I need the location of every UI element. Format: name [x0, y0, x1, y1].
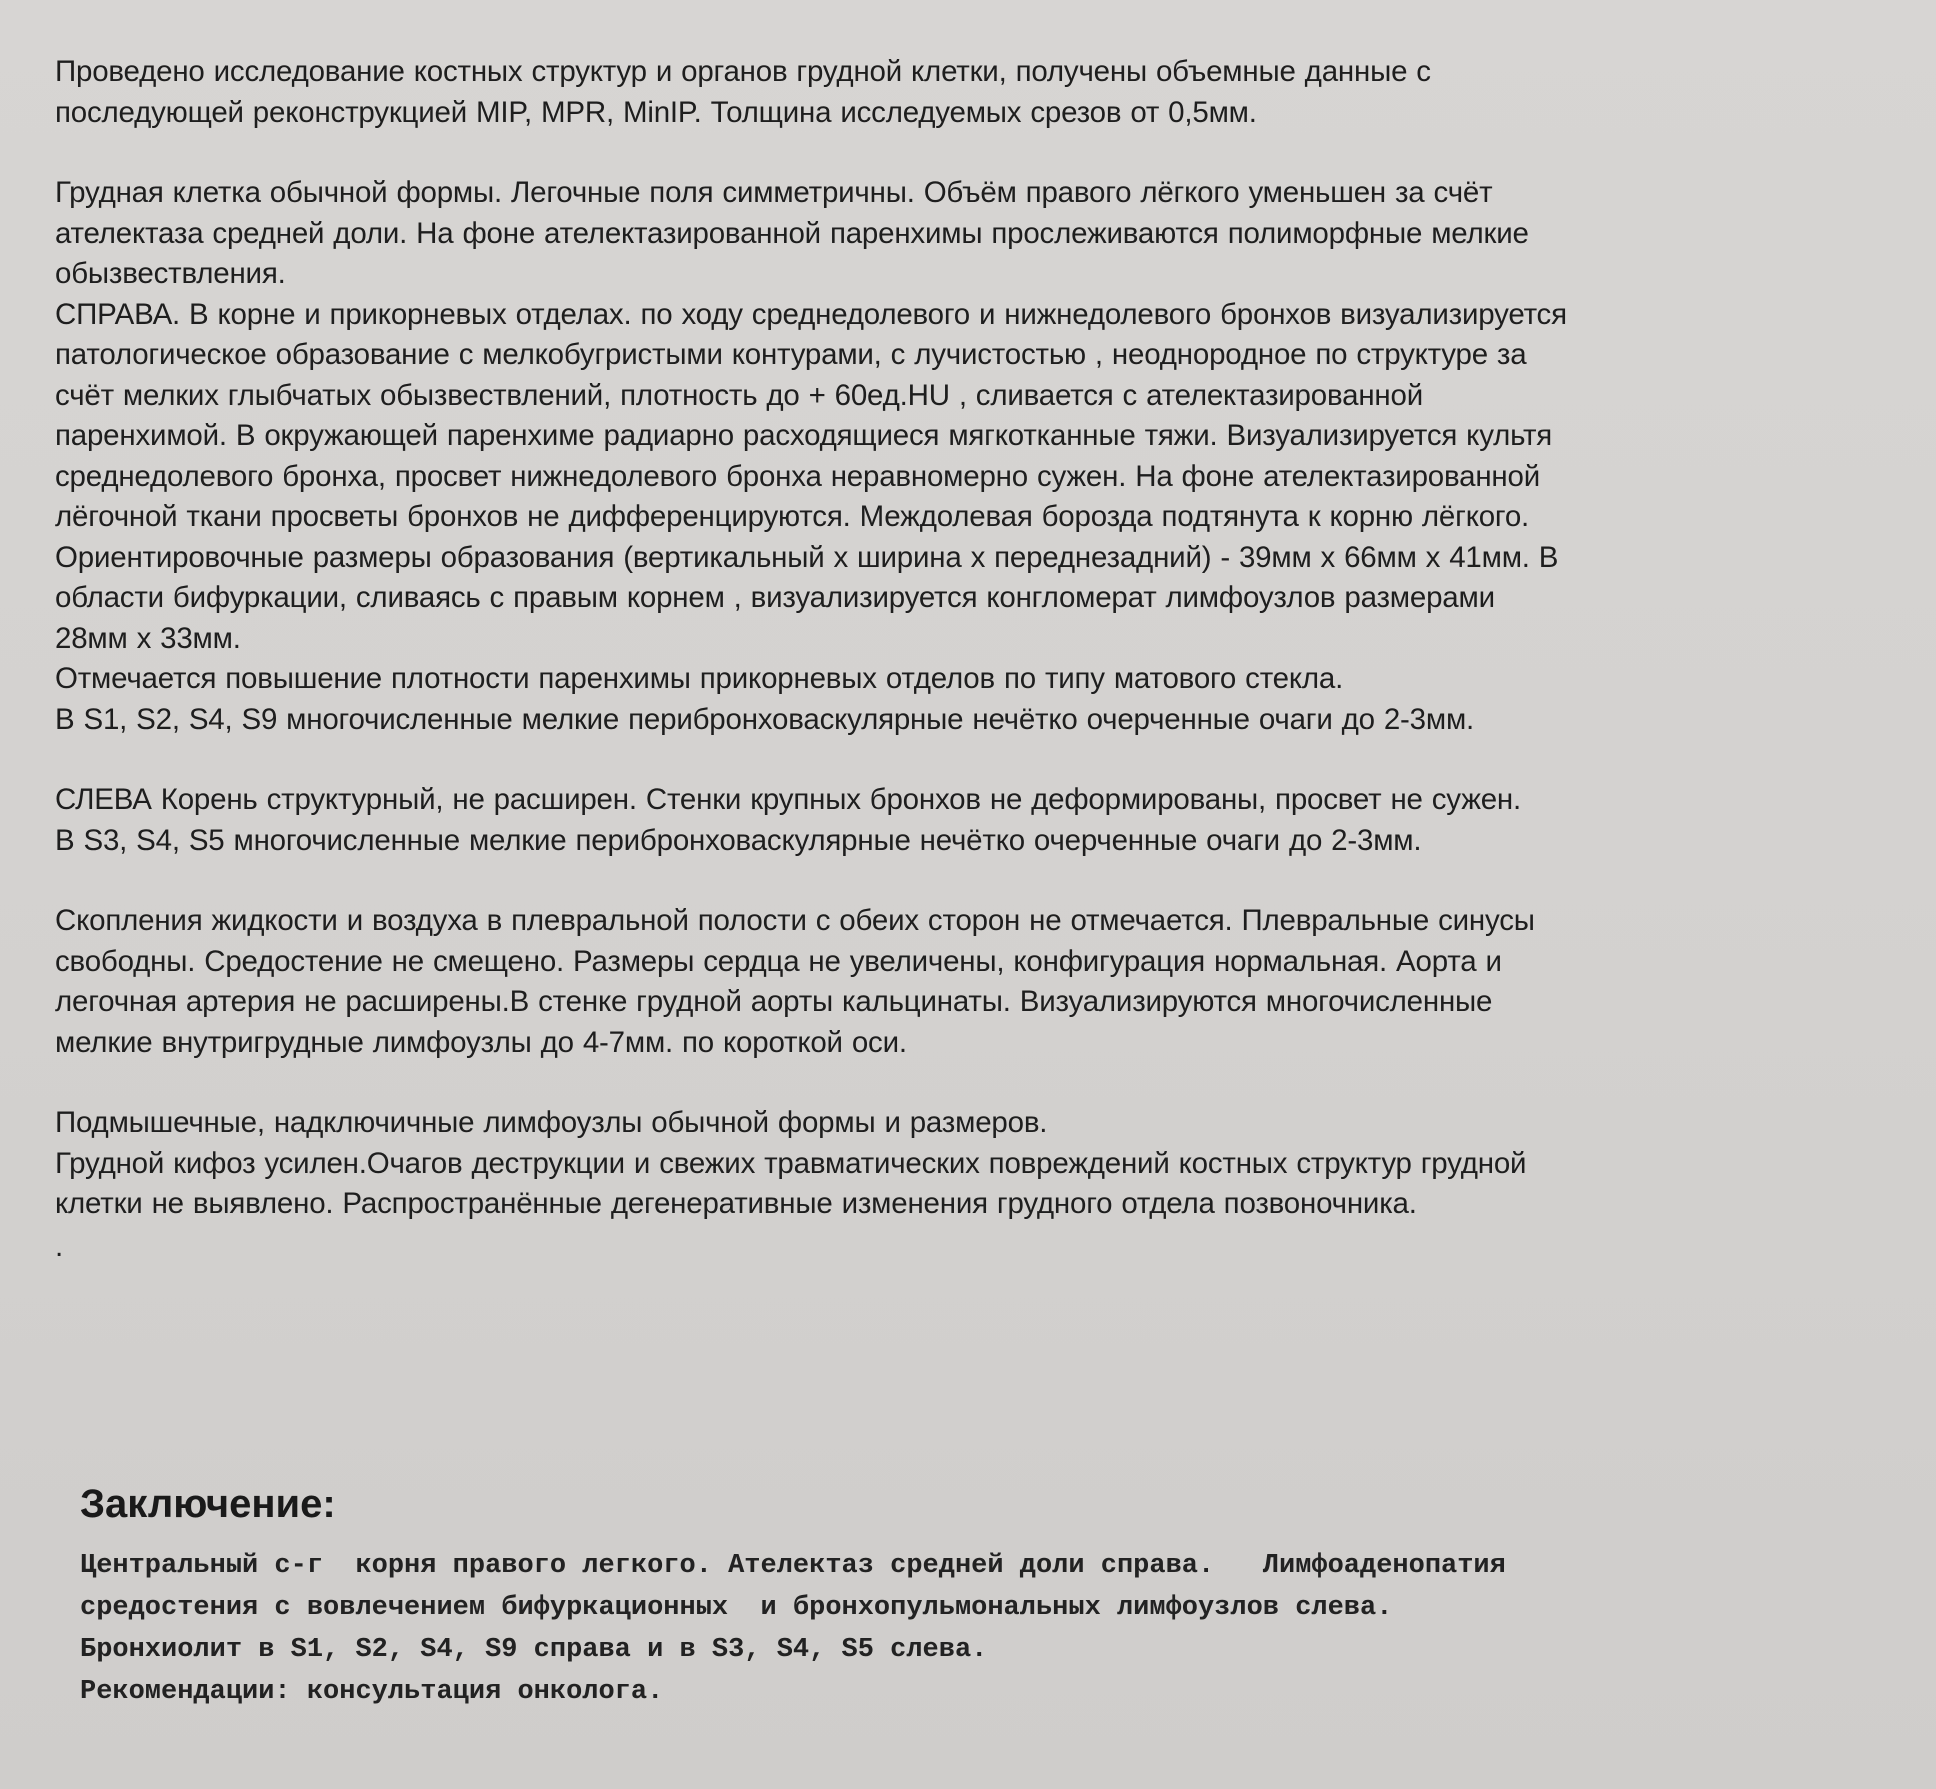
paragraph-pleura	[55, 901, 1905, 1063]
text-line: патологическое образование с мелкобугристыми контурами, с лучистостью , неоднородное по структуре за	[55, 338, 1527, 371]
text-line: паренхимой. В окружающей паренхиме радиарно расходящиеся мягкотканные тяжи. Визуализируется культя	[55, 419, 1553, 452]
text-line: Проведено исследование костных структур и органов грудной клетки, получены объемные данные с	[55, 55, 1431, 88]
report-body	[55, 52, 1905, 1267]
text-line: В S1, S2, S4, S9 многочисленные мелкие перибронховаскулярные нечётко очерченные очаги до 2-3мм.	[55, 702, 1475, 736]
text-line: ателектаза средней доли. На фоне ателектазированной паренхимы прослеживаются полиморфные мелкие	[55, 216, 1529, 250]
paragraph-general	[55, 173, 1905, 295]
text-line: последующей реконструкцией MIP, MPR, MinIP. Толщина исследуемых срезов от 0,5мм.	[55, 95, 1257, 129]
text-line: Грудная клетка обычной формы. Легочные поля симметричны. Объём правого лёгкого уменьшен за счёт	[55, 176, 1493, 209]
text-line: Грудной кифоз усилен.Очагов деструкции и свежих травматических повреждений костных структур грудной	[55, 1146, 1527, 1180]
paragraph-intro	[55, 52, 1905, 133]
conclusion-line: средостения с вовлечением бифуркационных и бронхопульмональных лимфоузлов слева.	[80, 1593, 1393, 1623]
text-line: В S3, S4, S5 многочисленные мелкие перибронховаскулярные нечётко очерченные очаги до 2-3мм.	[55, 823, 1422, 857]
conclusion-line: Бронхиолит в S1, S2, S4, S9 справа и в S3, S4, S5 слева.	[80, 1635, 988, 1665]
paragraph-bones	[55, 1103, 1905, 1267]
text-line: клетки не выявлено. Распространённые дегенеративные изменения грудного отдела позвоночника.	[55, 1187, 1417, 1220]
conclusion-heading: Заключение:	[80, 1482, 336, 1526]
text-line: среднедолевого бронха, просвет нижнедолевого бронха неравномерно сужен. На фоне ателектазированной	[55, 459, 1540, 493]
text-line: СЛЕВА Корень структурный, не расширен. Стенки крупных бронхов не деформированы, просвет не сужен.	[55, 783, 1522, 816]
text-line: легочная артерия не расширены.В стенке грудной аорты кальцинаты. Визуализируются многочисленные	[55, 985, 1493, 1018]
text-line: обызвествления.	[55, 257, 286, 290]
text-line: области бифуркации, сливаясь с правым корнем , визуализируется конгломерат лимфоузлов размерами	[55, 581, 1495, 614]
text-line: 28мм х 33мм.	[55, 621, 241, 655]
text-line: Подмышечные, надключичные лимфоузлы обычной формы и размеров.	[55, 1106, 1048, 1139]
text-line: Ориентировочные размеры образования (вертикальный х ширина х переднезадний) - 39мм х 66мм х 41мм. В	[55, 540, 1559, 574]
text-line: Скопления жидкости и воздуха в плевральной полости с обеих сторон не отмечается. Плевральные синусы	[55, 904, 1535, 937]
conclusion-line: Центральный с-г корня правого легкого. Ателектаз средней доли справа. Лимфоаденопатия	[80, 1551, 1506, 1581]
text-line: .	[55, 1229, 63, 1263]
text-line: лёгочной ткани просветы бронхов не дифференцируются. Междолевая борозда подтянута к корню лёгкого.	[55, 500, 1530, 533]
paragraph-left-lung	[55, 780, 1905, 861]
text-line: счёт мелких глыбчатых обызвествлений, плотность до + 60ед.HU , сливается с ателектазированной	[55, 378, 1423, 412]
text-line: Отмечается повышение плотности паренхимы прикорневых отделов по типу матового стекла.	[55, 662, 1344, 695]
text-line: СПРАВА. В корне и прикорневых отделах. по ходу среднедолевого и нижнедолевого бронхов визуализируется	[55, 297, 1567, 331]
text-line: мелкие внутригрудные лимфоузлы до 4-7мм. по короткой оси.	[55, 1025, 907, 1059]
text-line: свободны. Средостение не смещено. Размеры сердца не увеличены, конфигурация нормальная. Аорта и	[55, 944, 1502, 978]
paragraph-right-lung	[55, 295, 1905, 741]
conclusion-line: Рекомендации: консультация онколога.	[80, 1677, 664, 1707]
conclusion-block	[80, 1545, 1910, 1713]
